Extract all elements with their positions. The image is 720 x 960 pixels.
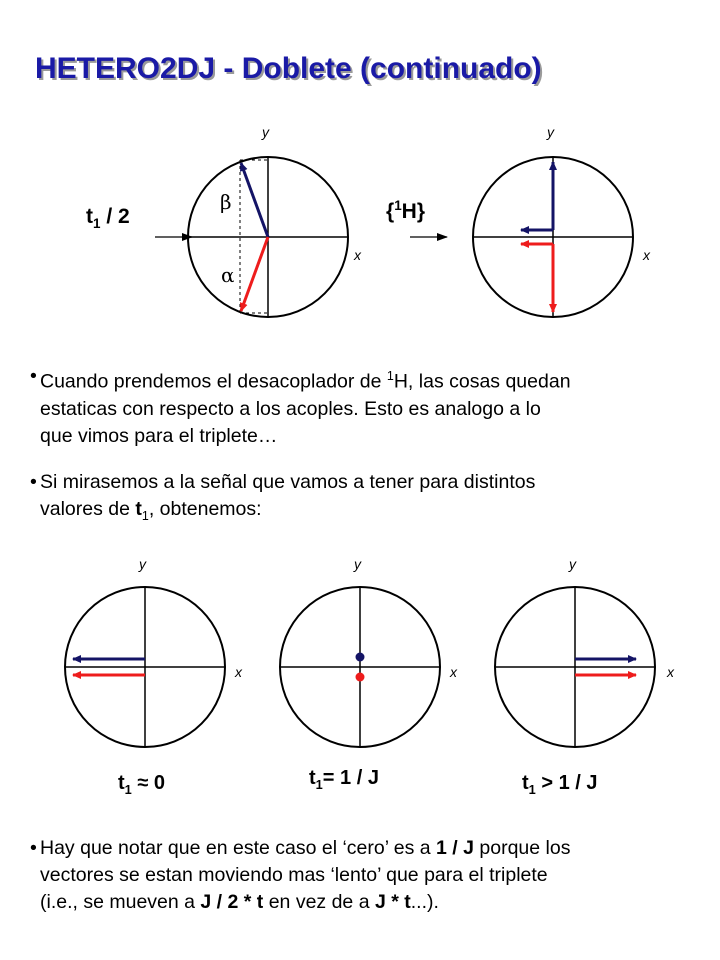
beta-vector xyxy=(241,163,268,237)
t1-greater-label: $t_1 > 1 / J$ xyxy=(522,772,598,797)
bullet-decoupler: • Cuando prendemos el desacoplador de $^1$H, las cosas quedan estaticas con respecto a los acoples. Esto es analogo a lo que vimos para el triplete… xyxy=(30,365,571,447)
y-axis-label: y xyxy=(354,556,361,572)
circle-evolution xyxy=(188,157,348,317)
bullet-signal: • Si mirasemos a la señal que vamos a tener para distintos valores de $t_1$, obtenemos: xyxy=(30,471,536,523)
page-title: HETERO2DJ - Doblete (continuado) xyxy=(35,52,542,85)
t1-zero-label: $t_1 \approx 0$ xyxy=(118,772,166,797)
t1-half-label: $t_1 / 2$ xyxy=(86,205,130,232)
circle-decoupled xyxy=(473,157,633,317)
y-axis-label: y xyxy=(139,556,146,572)
circle-t1-zero xyxy=(65,587,225,747)
t1-one-over-j-label: $t_1= 1 / J$ xyxy=(309,767,379,792)
x-axis-label: x xyxy=(354,247,361,263)
x-axis-label: x xyxy=(235,664,242,680)
x-axis-label: x xyxy=(643,247,650,263)
y-axis-label: y xyxy=(547,124,554,140)
decoupler-label: {$^1$H} xyxy=(386,198,426,223)
bullet-note: • Hay que notar que en este caso el ‘cero’ es a 1 / J porque los vectores se estan moviendo mas ‘lento’ que para el triplete (i.e., se mueven a J / 2 * t en vez de a J * t...). xyxy=(30,837,571,913)
circle-t1-one-over-j xyxy=(280,587,440,747)
circle-t1-greater xyxy=(495,587,655,747)
y-axis-label: y xyxy=(569,556,576,572)
x-axis-label: x xyxy=(450,664,457,680)
x-axis-label: x xyxy=(667,664,674,680)
y-axis-label: y xyxy=(262,124,269,140)
beta-label: β xyxy=(220,190,232,214)
alpha-label: α xyxy=(221,263,235,287)
alpha-vector xyxy=(241,237,268,311)
